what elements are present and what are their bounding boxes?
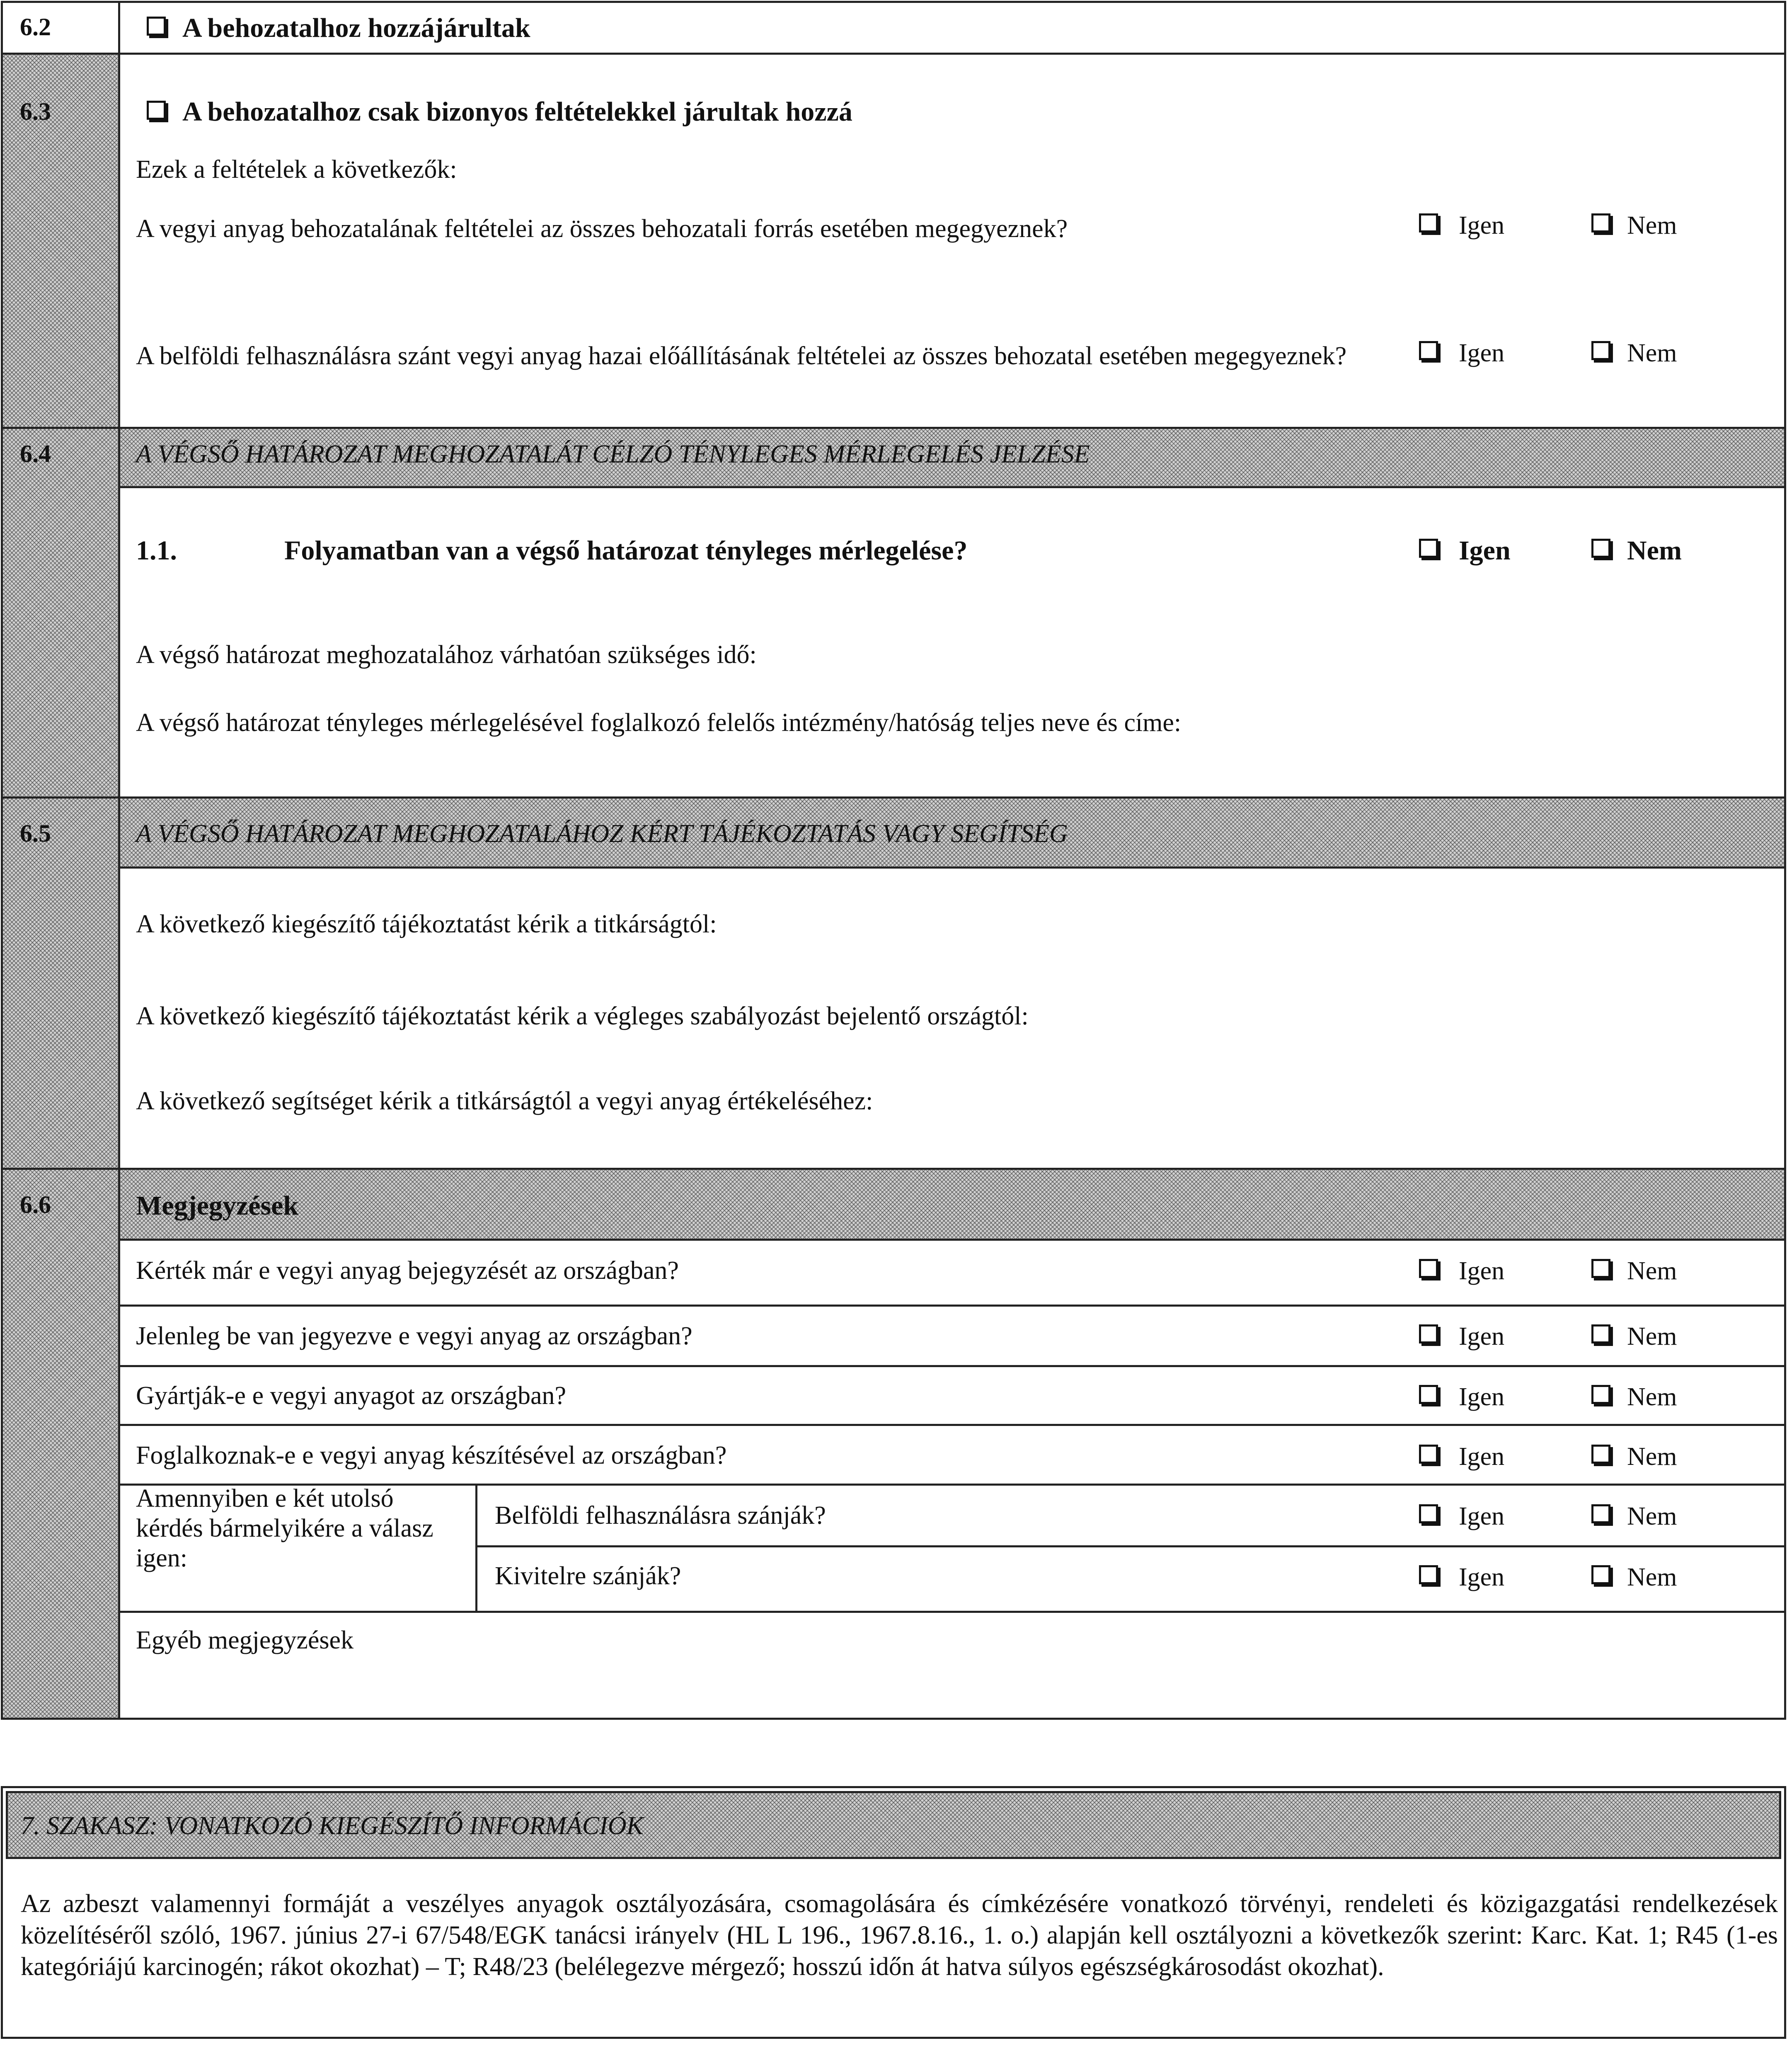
checkbox-yes[interactable] — [1419, 1504, 1438, 1523]
option-yes-label: Igen — [1459, 1257, 1505, 1285]
checkbox-yes[interactable] — [1419, 213, 1438, 232]
row-divider — [118, 1239, 1786, 1241]
option-no-label: Nem — [1627, 1257, 1677, 1285]
option-yes-label: Igen — [1459, 1502, 1505, 1530]
question-text: A belföldi felhasználásra szánt vegyi anyag hazai előállításának feltételei az összes behozatal esetében megegyeznek? — [136, 342, 1347, 370]
checkbox-no[interactable] — [1591, 1565, 1610, 1584]
checkbox-no[interactable] — [1591, 539, 1610, 558]
option-no-label: Nem — [1627, 1502, 1677, 1530]
row-divider — [118, 1365, 1786, 1367]
checkbox-yes[interactable] — [1419, 341, 1438, 360]
option-no-label: Nem — [1627, 211, 1677, 240]
option-yes-label: Igen — [1459, 211, 1505, 240]
option-yes-label: Igen — [1459, 339, 1505, 367]
authority-label: A végső határozat tényleges mérlegelésével foglalkozó felelős intézmény/hatóság teljes neve és címe: — [136, 709, 1182, 737]
option-yes-label: Igen — [1459, 1443, 1505, 1471]
section-title: A behozatalhoz csak bizonyos feltételekkel járultak hozzá — [182, 97, 852, 127]
row-divider — [477, 1545, 1786, 1547]
checkbox-no[interactable] — [1591, 1259, 1610, 1278]
option-yes-label: Igen — [1459, 1383, 1505, 1411]
section-number: 6.4 — [20, 440, 51, 467]
option-no-label: Nem — [1627, 1322, 1677, 1351]
time-label: A végső határozat meghozatalához várhatóan szükséges idő: — [136, 641, 757, 669]
section-header: A VÉGSŐ HATÁROZAT MEGHOZATALÁT CÉLZÓ TÉNYLEGES MÉRLEGELÉS JELZÉSE — [136, 440, 1090, 468]
row-divider — [118, 1611, 1786, 1613]
checkbox-no[interactable] — [1591, 341, 1610, 360]
question-text: A vegyi anyag behozatalának feltételei az összes behozatali forrás esetében megegyeznek? — [136, 215, 1068, 243]
header-divider — [118, 867, 1786, 869]
option-no-label: Nem — [1627, 1383, 1677, 1411]
checkbox-no[interactable] — [1591, 1445, 1610, 1464]
checkbox-yes[interactable] — [1419, 1324, 1438, 1343]
row-divider — [1, 53, 1786, 55]
question-text: Belföldi felhasználásra szánják? — [495, 1501, 826, 1530]
section-header: Megjegyzések — [136, 1191, 299, 1221]
row-divider — [118, 1305, 1786, 1307]
option-yes-label: Igen — [1459, 535, 1511, 566]
question-text: Kivitelre szánják? — [495, 1562, 681, 1590]
option-no-label: Nem — [1627, 1443, 1677, 1471]
request-line: A következő kiegészítő tájékoztatást kérik a végleges szabályozást bejelentő országtól: — [136, 1002, 1029, 1030]
checkbox-yes[interactable] — [1419, 1385, 1438, 1404]
question-text: Foglalkoznak-e e vegyi anyag készítésével az országban? — [136, 1441, 727, 1469]
option-yes-label: Igen — [1459, 1322, 1505, 1351]
option-no-label: Nem — [1627, 1563, 1677, 1591]
section-header: A VÉGSŐ HATÁROZAT MEGHOZATALÁHOZ KÉRT TÁJÉKOZTATÁS VAGY SEGÍTSÉG — [136, 820, 1068, 848]
number-column — [3, 55, 119, 1718]
checkbox-no[interactable] — [1591, 1324, 1610, 1343]
checkbox-yes[interactable] — [1419, 1445, 1438, 1464]
section-title: A behozatalhoz hozzájárultak — [182, 13, 530, 43]
checkbox-no[interactable] — [1591, 1504, 1610, 1523]
option-no-label: Nem — [1627, 535, 1682, 566]
question-text: Jelenleg be van jegyezve e vegyi anyag az országban? — [136, 1322, 693, 1350]
checkbox-yes[interactable] — [1419, 539, 1438, 558]
request-line: A következő kiegészítő tájékoztatást kérik a titkárságtól: — [136, 910, 717, 938]
section-number: 6.3 — [20, 98, 51, 125]
option-yes-label: Igen — [1459, 1563, 1505, 1591]
checkbox-yes[interactable] — [1419, 1259, 1438, 1278]
condition-line: kérdés bármelyikére a válasz — [136, 1514, 433, 1542]
checkbox-no[interactable] — [1591, 1385, 1610, 1404]
option-no-label: Nem — [1627, 339, 1677, 367]
checkbox-no[interactable] — [1591, 213, 1610, 232]
row-divider — [118, 1424, 1786, 1426]
section-number: 6.2 — [20, 13, 51, 41]
condition-line: Amennyiben e két utolsó — [136, 1484, 394, 1513]
section-number: 6.5 — [20, 820, 51, 847]
question-number: 1.1. — [136, 535, 177, 566]
cond-divider — [475, 1484, 477, 1613]
other-remarks-label: Egyéb megjegyzések — [136, 1626, 354, 1654]
conditions-intro: Ezek a feltételek a következők: — [136, 155, 457, 184]
question-text: Gyártják-e e vegyi anyagot az országban? — [136, 1382, 566, 1410]
question-text: Kérték már e vegyi anyag bejegyzését az országban? — [136, 1256, 679, 1285]
checkbox[interactable] — [147, 101, 166, 120]
section-7-text: Az azbeszt valamennyi formáját a veszélyes anyagok osztályozására, csomagolására és címkézésére vonatkozó törvényi, rendeleti és közigazgatási rendelkezések közelítéséről szóló, 1967. június 27-i 67/548/EGK tanácsi irányelv (HL L 196., 1967.8.16., 1. o.) alapján kell osztályozni a következők szerint: Karc. Kat. 1; R45 (1-es kategóriájú karcinogén; rákot okozhat) – T; R48/23 (belélegezve mérgező; hosszú időn át hatva súlyos egészségkárosodást okozhat). — [21, 1890, 1778, 1981]
condition-line: igen: — [136, 1544, 187, 1572]
section-header-bar — [120, 1170, 1784, 1239]
request-line: A következő segítséget kérik a titkárságtól a vegyi anyag értékeléséhez: — [136, 1087, 873, 1115]
section-header: 7. SZAKASZ: VONATKOZÓ KIEGÉSZÍTŐ INFORMÁCIÓK — [21, 1812, 644, 1840]
question-text: Folyamatban van a végső határozat tényleges mérlegelése? — [284, 535, 968, 566]
section-number: 6.6 — [20, 1191, 51, 1218]
checkbox-yes[interactable] — [1419, 1565, 1438, 1584]
header-divider — [118, 486, 1786, 488]
checkbox[interactable] — [147, 17, 166, 36]
